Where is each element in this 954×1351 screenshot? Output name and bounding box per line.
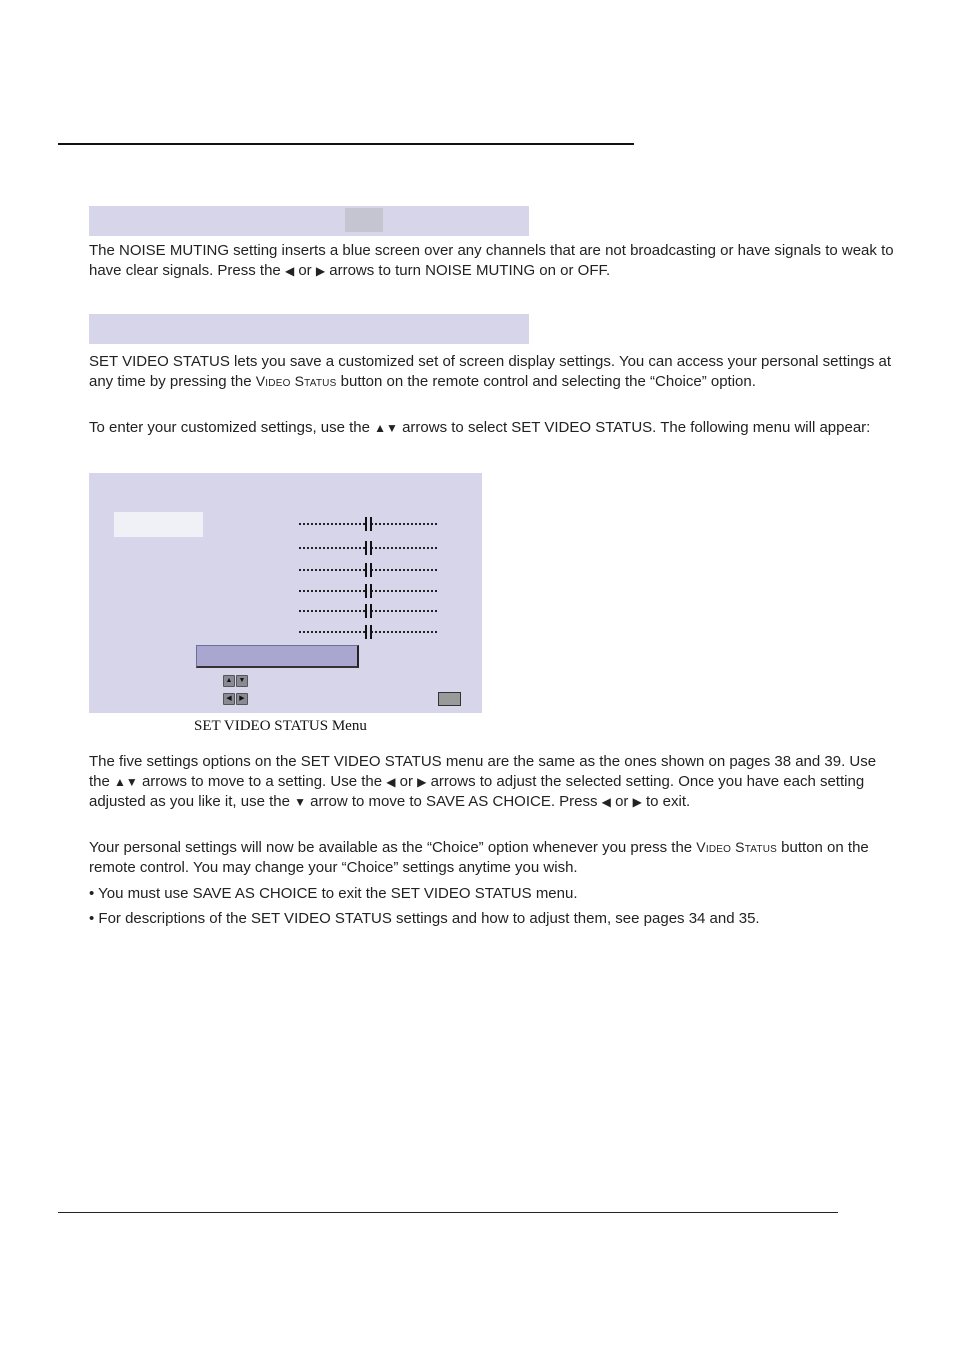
slider-knob bbox=[365, 563, 372, 577]
menu-setting-slider bbox=[299, 517, 437, 531]
bullet-save-as-choice: • You must use SAVE AS CHOICE to exit the SET VIDEO STATUS menu. bbox=[89, 885, 578, 902]
down-arrow-icon: ▼ bbox=[294, 795, 307, 809]
right-arrow-icon: ▶ bbox=[417, 774, 427, 789]
personal-settings-paragraph: Your personal settings will now be available as the “Choice” option whenever you press the Video Status button on the remote control. You may change your “Choice” settings anytime you wish. bbox=[89, 839, 869, 876]
up-button-icon: ▲ bbox=[223, 675, 235, 687]
footer-rule bbox=[58, 1212, 838, 1213]
set-video-status-intro: SET VIDEO STATUS lets you save a customized set of screen display settings. You can access your personal settings at any time by pressing the Video Status button on the remote control and selecting the “Choice” option. bbox=[89, 353, 892, 390]
right-arrow-icon: ▶ bbox=[632, 795, 642, 809]
menu-title-box bbox=[114, 512, 203, 537]
menu-caption: SET VIDEO STATUS Menu bbox=[194, 718, 367, 734]
header-rule bbox=[58, 143, 634, 145]
slider-knob bbox=[365, 625, 372, 639]
up-down-arrow-icon: ▲▼ bbox=[114, 774, 138, 789]
bullet-descriptions: • For descriptions of the SET VIDEO STATUS settings and how to adjust them, see pages 34 and 35. bbox=[89, 910, 760, 927]
slider-knob bbox=[365, 541, 372, 555]
menu-setting-slider bbox=[299, 604, 437, 618]
noise-muting-heading-band bbox=[89, 206, 529, 236]
slider-knob bbox=[365, 517, 372, 531]
five-settings-paragraph: The five settings options on the SET VIDEO STATUS menu are the same as the ones shown on pages 38 and 39. Use the ▲▼ arrows to move to a setting. Use the ◀ or ▶ arrows to adjust the selected setting. Once you have each setting adjusted as you like it, use the ▼ arrow to move to SAVE AS CHOICE. Press ◀ or ▶ to exit. bbox=[89, 753, 877, 810]
menu-setting-slider bbox=[299, 625, 437, 639]
noise-muting-paragraph: The NOISE MUTING setting inserts a blue screen over any channels that are not broadcasting or have signals to weak to have clear signals. Press the ◀ or ▶ arrows to turn NOISE MUTING on or OFF. bbox=[89, 242, 894, 279]
up-down-arrow-icon: ▲▼ bbox=[374, 421, 398, 435]
set-video-status-heading-band bbox=[89, 314, 529, 344]
menu-setting-slider bbox=[299, 584, 437, 598]
slider-knob bbox=[365, 604, 372, 618]
menu-setting-slider bbox=[299, 563, 437, 577]
menu-setting-slider bbox=[299, 541, 437, 555]
left-button-icon: ◀ bbox=[223, 693, 235, 705]
heading-swatch bbox=[345, 208, 383, 232]
save-as-choice-highlight bbox=[196, 645, 359, 668]
exit-button-box bbox=[438, 692, 461, 706]
left-arrow-icon: ◀ bbox=[386, 774, 396, 789]
down-button-icon: ▼ bbox=[236, 675, 248, 687]
right-arrow-icon: ▶ bbox=[315, 263, 326, 278]
left-arrow-icon: ◀ bbox=[601, 795, 611, 809]
right-button-icon: ▶ bbox=[236, 693, 248, 705]
left-arrow-icon: ◀ bbox=[284, 263, 295, 278]
enter-settings-paragraph: To enter your customized settings, use the ▲▼ arrows to select SET VIDEO STATUS. The following menu will appear: bbox=[89, 419, 871, 436]
slider-knob bbox=[365, 584, 372, 598]
set-video-status-menu bbox=[89, 473, 482, 713]
